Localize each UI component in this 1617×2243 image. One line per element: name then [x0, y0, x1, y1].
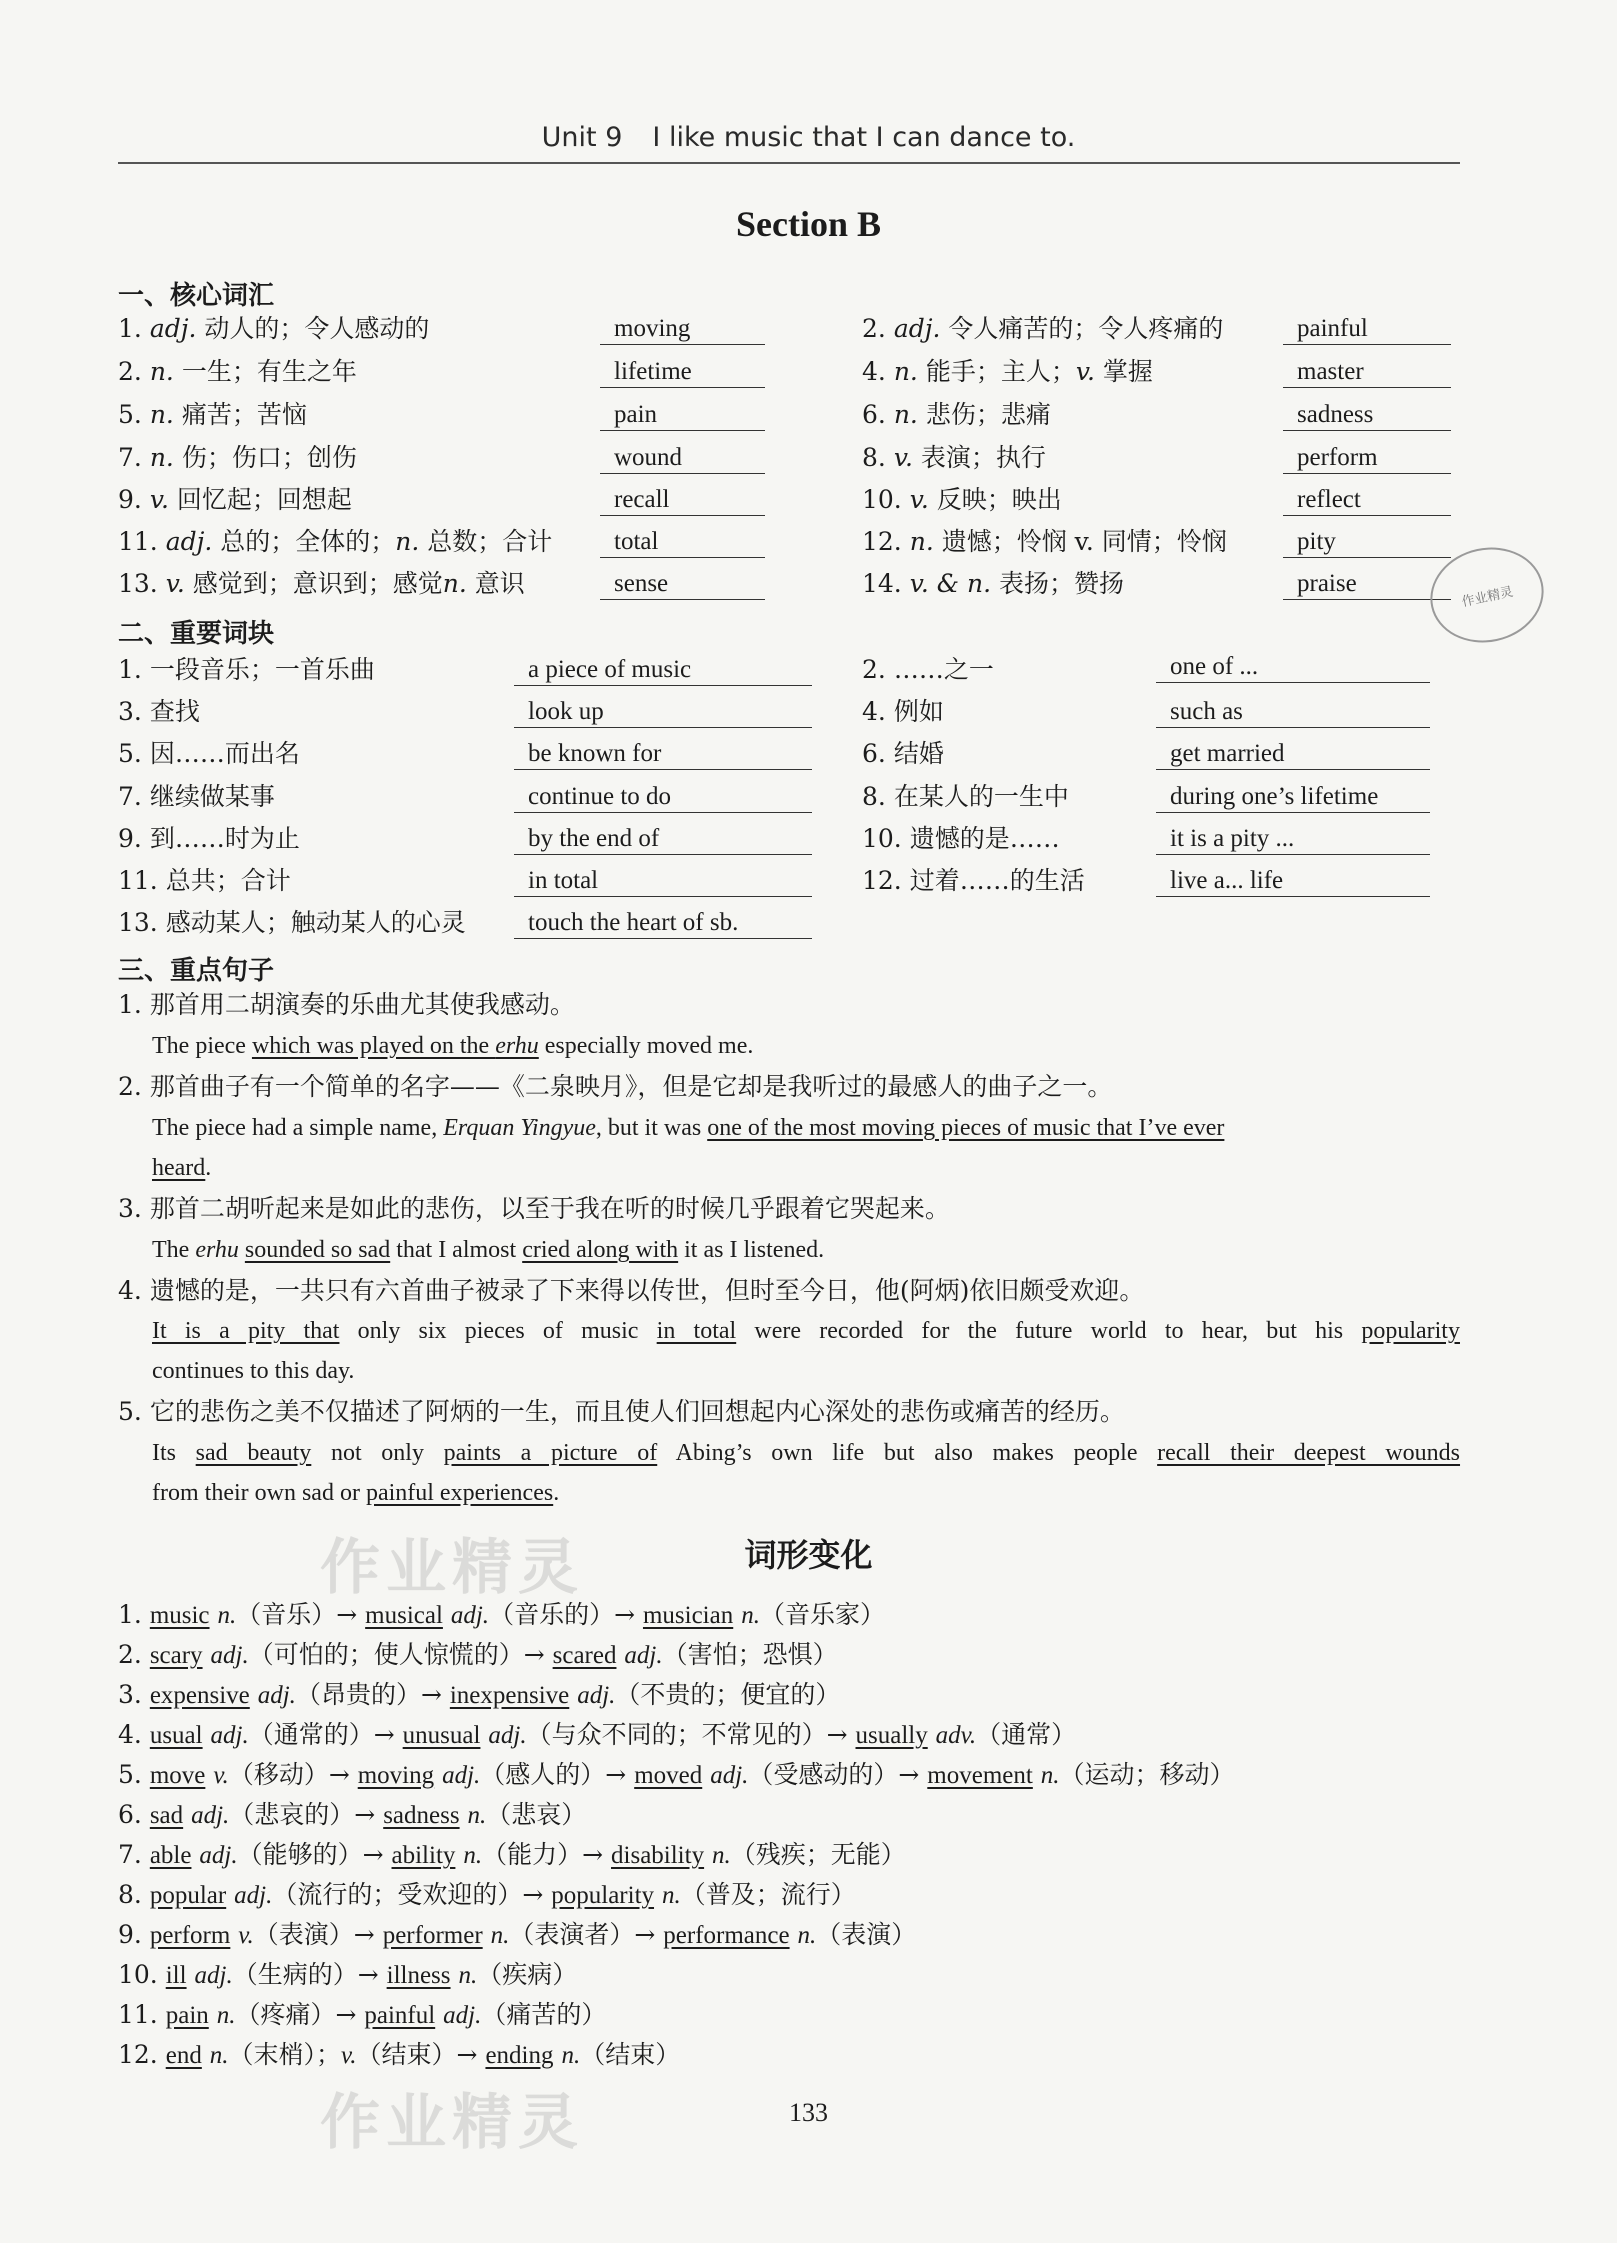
phrase-item: 1. 一段音乐；一首乐曲 — [118, 655, 375, 684]
sentences-heading: 三、重点句子 — [118, 956, 275, 986]
word-form-line: 6. sad adj.（悲哀的）→ sadness n.（悲哀） — [118, 1800, 587, 1829]
phrase-answer: in total — [514, 866, 812, 897]
answer-blank: sad beauty — [195, 1440, 312, 1466]
sentence-en: heard. — [152, 1155, 212, 1181]
word-form-line: 12. end n.（末梢）；v.（结束）→ ending n.（结束） — [118, 2040, 681, 2069]
answer-blank: heard — [152, 1155, 206, 1181]
vocab-answer: painful — [1283, 314, 1451, 345]
phrase-item: 9. 到……时为止 — [118, 824, 300, 853]
vocab-answer: pity — [1283, 527, 1451, 558]
word-form-line: 5. move v.（移动）→ moving adj.（感人的）→ moved adj.（受感动的）→ movement n.（运动；移动） — [118, 1760, 1235, 1789]
vocab-answer: lifetime — [600, 357, 765, 388]
sentence-en: It is a pity that only six pieces of music in total were recorded for the future world to hear, but his popularity — [152, 1318, 1460, 1344]
phrase-answer: it is a pity ... — [1156, 824, 1430, 855]
vocab-item: 7. n. 伤；伤口；创伤 — [118, 443, 357, 472]
sentence-cn: 1. 那首用二胡演奏的乐曲尤其使我感动。 — [118, 990, 575, 1019]
vocab-item: 14. v. & n. 表扬；赞扬 — [862, 569, 1124, 598]
word-form-line: 2. scary adj.（可怕的；使人惊慌的）→ scared adj.（害怕；恐惧） — [118, 1640, 838, 1669]
watermark: 作业精灵 — [320, 2088, 584, 2158]
section-title: Section B — [735, 204, 881, 244]
phrase-item: 2. ……之一 — [862, 655, 994, 684]
answer-blank: which was played on the erhu — [251, 1033, 539, 1059]
word-form-line: 4. usual adj.（通常的）→ unusual adj.（与众不同的；不常见的）→ usually adv.（通常） — [118, 1720, 1077, 1749]
phrase-item: 8. 在某人的一生中 — [862, 782, 1069, 811]
watermark: 作业精灵 — [320, 1533, 584, 1603]
word-form-line: 3. expensive adj.（昂贵的）→ inexpensive adj.（不贵的；便宜的） — [118, 1680, 841, 1709]
sentence-en: Its sad beauty not only paints a picture of Abing’s own life but also makes people recall their deepest wounds — [152, 1440, 1461, 1466]
vocab-answer: moving — [600, 314, 765, 345]
running-header — [0, 122, 1617, 153]
phrase-answer: one of ... — [1156, 652, 1430, 683]
phrases-heading: 二、重要词块 — [118, 619, 275, 649]
word-form-line: 9. perform v.（表演）→ performer n.（表演者）→ performance n.（表演） — [118, 1920, 917, 1949]
vocab-answer: sadness — [1283, 400, 1451, 431]
phrase-item: 6. 结婚 — [862, 739, 944, 768]
sentence-cn: 5. 它的悲伤之美不仅描述了阿炳的一生，而且使人们回想起内心深处的悲伤或痛苦的经历。 — [118, 1397, 1125, 1426]
header-rule — [118, 162, 1460, 164]
answer-blank: popularity — [1361, 1318, 1460, 1344]
sentence-en: continues to this day. — [152, 1358, 355, 1384]
homework-stamp: 作业精灵 — [1421, 537, 1552, 653]
phrase-answer: a piece of music — [514, 655, 812, 686]
word-form-line: 8. popular adj.（流行的；受欢迎的）→ popularity n.（普及；流行） — [118, 1880, 856, 1909]
phrase-item: 4. 例如 — [862, 697, 944, 726]
vocab-item: 2. adj. 令人痛苦的；令人疼痛的 — [862, 314, 1224, 343]
vocab-item: 8. v. 表演；执行 — [862, 443, 1046, 472]
vocab-item: 6. n. 悲伤；悲痛 — [862, 400, 1051, 429]
answer-blank: one of the most moving pieces of music that I’ve ever — [707, 1115, 1225, 1141]
vocab-heading: 一、核心词汇 — [118, 281, 275, 311]
vocab-item: 1. adj. 动人的；令人感动的 — [118, 314, 430, 343]
vocab-answer: praise — [1283, 569, 1451, 600]
vocab-answer: reflect — [1283, 485, 1451, 516]
vocab-answer: sense — [600, 569, 765, 600]
sentence-en: The erhu sounded so sad that I almost cried along with it as I listened. — [152, 1237, 825, 1263]
vocab-answer: pain — [600, 400, 765, 431]
phrase-answer: get married — [1156, 739, 1430, 770]
vocab-item: 4. n. 能手；主人；v. 掌握 — [862, 357, 1153, 386]
word-form-line: 11. pain n.（疼痛）→ painful adj.（痛苦的） — [118, 2000, 607, 2029]
header-title: I like music that I can dance to. — [652, 122, 1076, 153]
vocab-item: 2. n. 一生；有生之年 — [118, 357, 357, 386]
vocab-answer: wound — [600, 443, 765, 474]
phrase-answer: live a... life — [1156, 866, 1430, 897]
word-form-line: 7. able adj.（能够的）→ ability n.（能力）→ disability n.（残疾；无能） — [118, 1840, 906, 1869]
phrase-item: 11. 总共；合计 — [118, 866, 291, 895]
page-number: 133 — [789, 2098, 828, 2127]
answer-blank: in total — [656, 1318, 737, 1344]
answer-blank: recall their deepest wounds — [1157, 1440, 1461, 1466]
sentence-cn: 3. 那首二胡听起来是如此的悲伤，以至于我在听的时候几乎跟着它哭起来。 — [118, 1194, 950, 1223]
phrase-answer: continue to do — [514, 782, 812, 813]
vocab-answer: total — [600, 527, 765, 558]
phrase-answer: during one’s lifetime — [1156, 782, 1430, 813]
answer-blank: paints a picture of — [443, 1440, 658, 1466]
phrase-answer: be known for — [514, 739, 812, 770]
phrase-answer: look up — [514, 697, 812, 728]
answer-blank: sounded so sad — [244, 1237, 391, 1263]
vocab-item: 9. v. 回忆起；回想起 — [118, 485, 352, 514]
word-form-line: 1. music n.（音乐）→ musical adj.（音乐的）→ musician n.（音乐家） — [118, 1600, 885, 1629]
sentence-en: from their own sad or painful experiences. — [152, 1480, 560, 1506]
sentence-en: The piece had a simple name, Erquan Yingyue, but it was one of the most moving pieces of music that I’ve ever — [152, 1115, 1225, 1141]
phrase-answer: by the end of — [514, 824, 812, 855]
vocab-answer: perform — [1283, 443, 1451, 474]
sentence-cn: 2. 那首曲子有一个简单的名字——《二泉映月》，但是它却是我听过的最感人的曲子之一。 — [118, 1072, 1113, 1101]
phrase-item: 3. 查找 — [118, 697, 200, 726]
header-unit: Unit 9 — [541, 122, 623, 153]
vocab-item: 11. adj. 总的；全体的；n. 总数；合计 — [118, 527, 553, 556]
word-forms-heading: 词形变化 — [744, 1536, 873, 1574]
phrase-item: 5. 因……而出名 — [118, 739, 300, 768]
sentence-en: The piece which was played on the erhu especially moved me. — [152, 1033, 754, 1059]
answer-blank: It is a pity that — [152, 1318, 340, 1344]
answer-blank: painful experiences — [365, 1480, 554, 1506]
vocab-answer: master — [1283, 357, 1451, 388]
sentence-cn: 4. 遗憾的是，一共只有六首曲子被录了下来得以传世，但时至今日，他(阿炳)依旧颇受欢迎。 — [118, 1276, 1145, 1305]
vocab-answer: recall — [600, 485, 765, 516]
answer-blank: cried along with — [522, 1237, 679, 1263]
vocab-item: 12. n. 遗憾；怜悯 v. 同情；怜悯 — [862, 527, 1227, 556]
phrase-answer: such as — [1156, 697, 1430, 728]
phrase-item: 12. 过着……的生活 — [862, 866, 1085, 895]
vocab-item: 10. v. 反映；映出 — [862, 485, 1062, 514]
vocab-item: 13. v. 感觉到；意识到；感觉n. 意识 — [118, 569, 525, 598]
phrase-item: 13. 感动某人；触动某人的心灵 — [118, 908, 466, 937]
phrase-answer: touch the heart of sb. — [514, 908, 812, 939]
word-form-line: 10. ill adj.（生病的）→ illness n.（疾病） — [118, 1960, 578, 1989]
phrase-item: 10. 遗憾的是…… — [862, 824, 1060, 853]
vocab-item: 5. n. 痛苦；苦恼 — [118, 400, 307, 429]
phrase-item: 7. 继续做某事 — [118, 782, 275, 811]
